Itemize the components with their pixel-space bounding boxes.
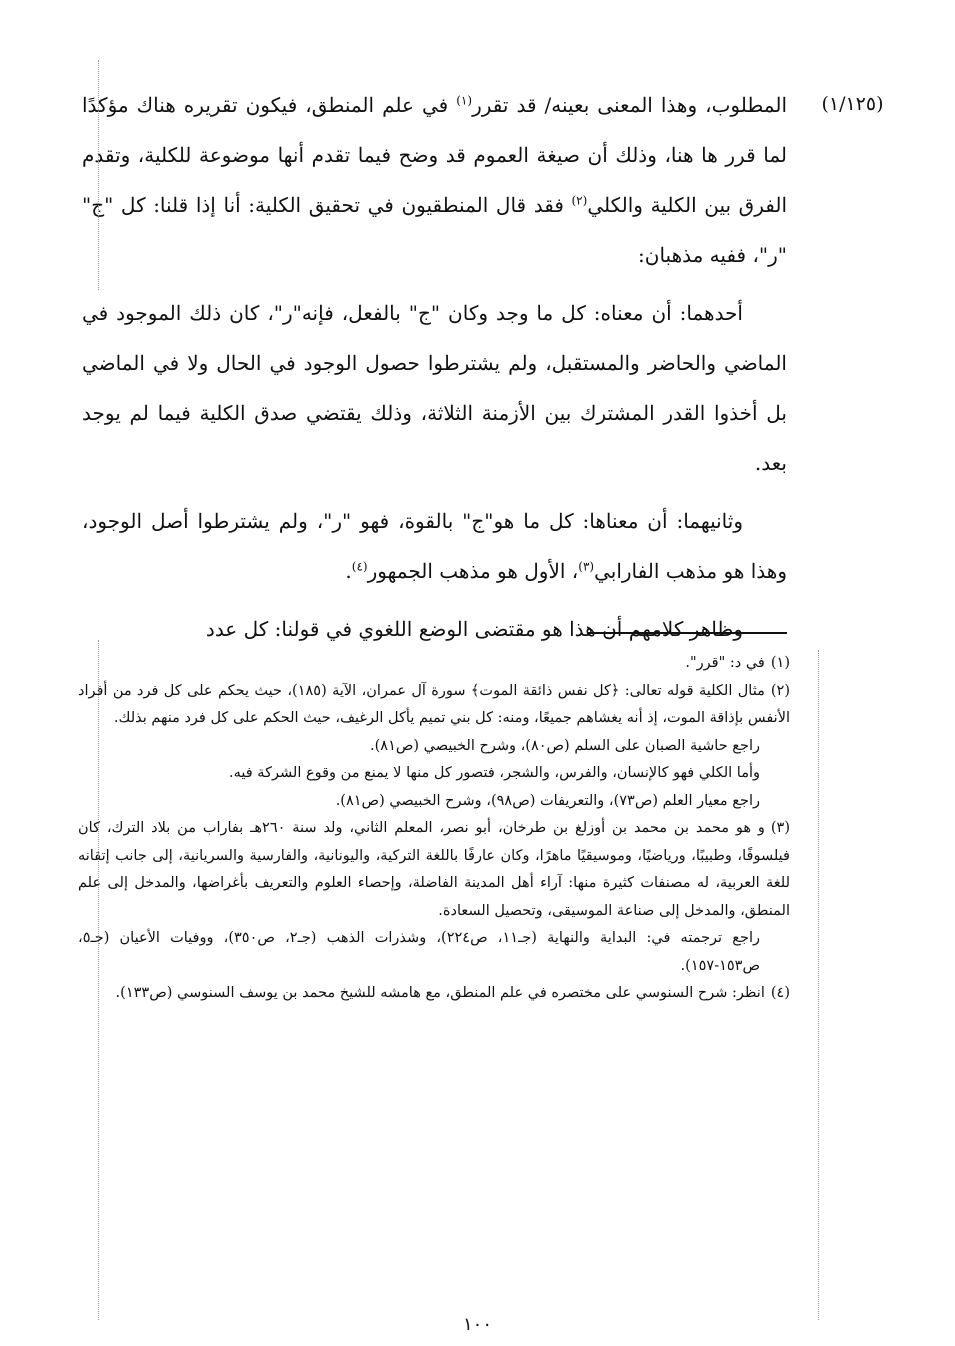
footnote-2 bbox=[78, 678, 790, 733]
footnote-4 bbox=[78, 980, 790, 1008]
paragraph-1 bbox=[82, 80, 787, 280]
page-number: ١٠٠ bbox=[462, 1314, 492, 1335]
footnote-3-text: و هو محمد بن محمد بن أوزلغ بن طرخان، أبو نصر، المعلم الثاني، ولد سنة ٢٦٠هـ بفاراب من بلاد الترك، كان فيلسوفًا، وطبيبًا، ورياضيًا، وموسيقيًا ماهرًا، وكان عارفًا باللغة التركية، واليونانية، والفارسية والسريانية، إلى جانب إتقانه للغة العربية، له مصنفات كثيرة منها: آراء أهل المدينة الفاضلة، وإحصاء العلوم والتعريف بأغراضها، والمدخل إلى علم المنطق، والمدخل إلى صناعة الموسيقى، وتحصيل السعادة. bbox=[78, 820, 790, 919]
paragraph-3-part-1: وثانيهما: أن معناها: كل ما هو"ج" بالقوة، فهو "ر"، ولم يشترطوا أصل الوجود، وهذا هو مذهب الفارابي bbox=[82, 509, 787, 583]
footnote-3 bbox=[78, 815, 790, 925]
scan-artifact-line bbox=[98, 60, 99, 290]
footnote-3-number: (٣) bbox=[770, 820, 790, 836]
paragraph-1-part-1: المطلوب، وهذا المعنى بعينه/ قد تقرر bbox=[472, 93, 787, 117]
footnote-3-reference: راجع ترجمته في: البداية والنهاية (جـ١١، ص٢٢٤)، وشذرات الذهب (جـ٢، ص٣٥٠)، ووفيات الأعيان (جـ٥، ص١٥٣-١٥٧). bbox=[78, 930, 760, 974]
footnote-ref-3[interactable]: (٣) bbox=[578, 559, 595, 574]
footnote-separator bbox=[587, 632, 787, 634]
paragraph-3-part-3: . bbox=[345, 559, 352, 583]
footnote-4-text: انظر: شرح السنوسي على مختصره في علم المنطق، مع هامشه للشيخ محمد بن يوسف السنوسي (ص١٣٣). bbox=[115, 985, 765, 1001]
footnote-ref-1[interactable]: (١) bbox=[456, 93, 473, 108]
footnote-ref-4[interactable]: (٤) bbox=[351, 559, 368, 574]
paragraph-1-part-2: في علم المنطق، فيكون تقريره هناك مؤكدًا لما قرر ها هنا، وذلك أن صيغة العموم قد وضح فيما تقدم أنها موضوعة للكلية، وتقدم الفرق بين الكلية والكلي bbox=[82, 93, 787, 217]
footnote-2-reference-1: راجع حاشية الصبان على السلم (ص٨٠)، وشرح الخبيصي (ص٨١). bbox=[370, 737, 760, 754]
footnote-2-number: (٢) bbox=[770, 682, 790, 699]
footnotes bbox=[78, 650, 790, 1008]
main-text bbox=[82, 80, 787, 662]
footnote-2-continuation: وأما الكلي فهو كالإنسان، والفرس، والشجر، فتصور كل منها لا يمنع من وقوع الشركة فيه. bbox=[229, 765, 760, 781]
scan-artifact-line bbox=[818, 650, 819, 1320]
footnote-2-reference-2: راجع معيار العلم (ص٧٣)، والتعريفات (ص٩٨)، وشرح الخبيصي (ص٨١). bbox=[335, 792, 760, 809]
footnote-4-number: (٤) bbox=[770, 985, 790, 1001]
paragraph-2: أحدهما: أن معناه: كل ما وجد وكان "ج" بالفعل، فإنه"ر"، كان ذلك الموجود في الماضي والحاضر والمستقبل، ولم يشترطوا حصول الوجود في الحال ولا في الماضي بل أخذوا القدر المشترك بين الأزمنة الثلاثة، وذلك يقتضي صدق الكلية فيما لم يوجد بعد. bbox=[82, 301, 787, 475]
manuscript-folio-reference: (١/١٢٥) bbox=[821, 93, 884, 115]
footnote-1-text: في د: "قرر". bbox=[685, 655, 765, 671]
scan-artifact-line bbox=[98, 640, 99, 1320]
paragraph-3-part-2: ، الأول هو مذهب الجمهور bbox=[367, 559, 579, 583]
footnote-1 bbox=[78, 650, 790, 678]
footnote-1-number: (١) bbox=[770, 655, 790, 671]
footnote-ref-2[interactable]: (٢) bbox=[571, 193, 588, 208]
paragraph-3 bbox=[82, 496, 787, 596]
footnote-2-text: مثال الكلية قوله تعالى: ﴿كل نفس ذائقة الموت﴾ سورة آل عمران، الآية (١٨٥)، حيث يحكم على كل فرد من أفراد الأنفس بإذاقة الموت، إذ أنه يغشاهم جميعًا، ومنه: كل بني تميم يأكل الرغيف، حيث الحكم على كل فرد منهم بذلك. bbox=[78, 682, 790, 726]
paragraph-1-part-3: فقد قال المنطقيون في تحقيق الكلية: أنا إذا قلنا: كل "ج" "ر"، ففيه مذهبان: bbox=[82, 193, 787, 267]
paragraph-4: وظاهر كلامهم أن هذا هو مقتضى الوضع اللغوي في قولنا: كل عدد bbox=[205, 617, 743, 641]
